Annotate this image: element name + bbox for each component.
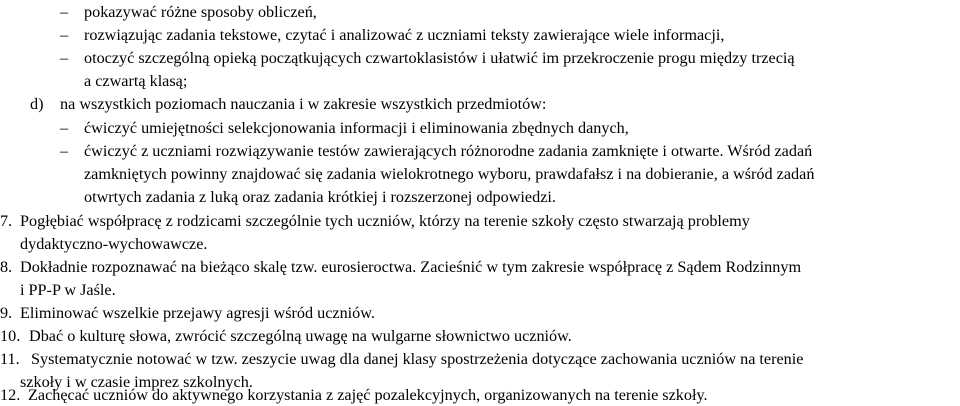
bullet-text: ćwiczyć z uczniami rozwiązywanie testów zawierających różnorodne zadania zamknięte i otwarte. Wśród zadań xyxy=(84,142,813,160)
bullet-dash: – xyxy=(60,142,69,160)
bullet-dash: – xyxy=(60,3,69,21)
item-number: 10. xyxy=(0,327,21,345)
numbered-item-text: i PP-P w Jaśle. xyxy=(20,281,116,299)
item-d-text: na wszystkich poziomach nauczania i w zakresie wszystkich przedmiotów: xyxy=(60,95,547,113)
item-number: 12. xyxy=(0,386,21,404)
bullet-dash: – xyxy=(60,26,69,44)
item-number: 7. xyxy=(0,212,13,230)
item-number: 9. xyxy=(0,304,13,322)
item-d-marker: d) xyxy=(30,95,44,113)
bullet-text: rozwiązując zadania tekstowe, czytać i analizować z uczniami teksty zawierające wiele informacji, xyxy=(84,26,725,44)
numbered-item-text: Eliminować wszelkie przejawy agresji wśród uczniów. xyxy=(20,304,375,322)
numbered-item-text: Pogłębiać współpracę z rodzicami szczególnie tych uczniów, którzy na terenie szkoły często stwarzają problemy xyxy=(20,212,750,230)
bullet-text-continuation: zamkniętych powinny znajdować się zadania wielokrotnego wyboru, prawdafałsz i na dobieranie, a wśród zadań xyxy=(84,165,815,183)
numbered-item-text: Dokładnie rozpoznawać na bieżąco skalę tzw. eurosieroctwa. Zacieśnić w tym zakresie współpracę z Sądem Rodzinnym xyxy=(20,258,802,276)
numbered-item-text: Dbać o kulturę słowa, zwrócić szczególną uwagę na wulgarne słownictwo uczniów. xyxy=(29,327,572,345)
bullet-dash: – xyxy=(60,49,69,67)
numbered-item-text: szkoły i w czasie imprez szkolnych. xyxy=(20,373,253,391)
numbered-item-text: dydaktyczno-wychowawcze. xyxy=(20,235,208,253)
bullet-text: ćwiczyć umiejętności selekcjonowania informacji i eliminowania zbędnych danych, xyxy=(84,119,629,137)
bullet-text-continuation: a czwartą klasą; xyxy=(84,72,188,90)
item-number: 8. xyxy=(0,258,13,276)
bullet-text-continuation: otwrtych zadania z luką oraz zadania krótkiej i rozszerzonej odpowiedzi. xyxy=(84,188,556,206)
bullet-text: otoczyć szczególną opieką początkujących czwartoklasistów i ułatwić im przekroczenie progu między trzecią xyxy=(84,49,795,67)
numbered-item-text: Systematycznie notować w tzw. zeszycie uwag dla danej klasy spostrzeżenia dotyczące zachowania uczniów na terenie xyxy=(31,350,804,368)
bullet-text: pokazywać różne sposoby obliczeń, xyxy=(84,3,317,21)
item-number: 11. xyxy=(0,350,20,368)
bullet-dash: – xyxy=(60,119,69,137)
numbered-item-text: Zachęcać uczniów do aktywnego korzystania z zajęć pozalekcyjnych, organizowanych na terenie szkoły. xyxy=(28,386,708,404)
